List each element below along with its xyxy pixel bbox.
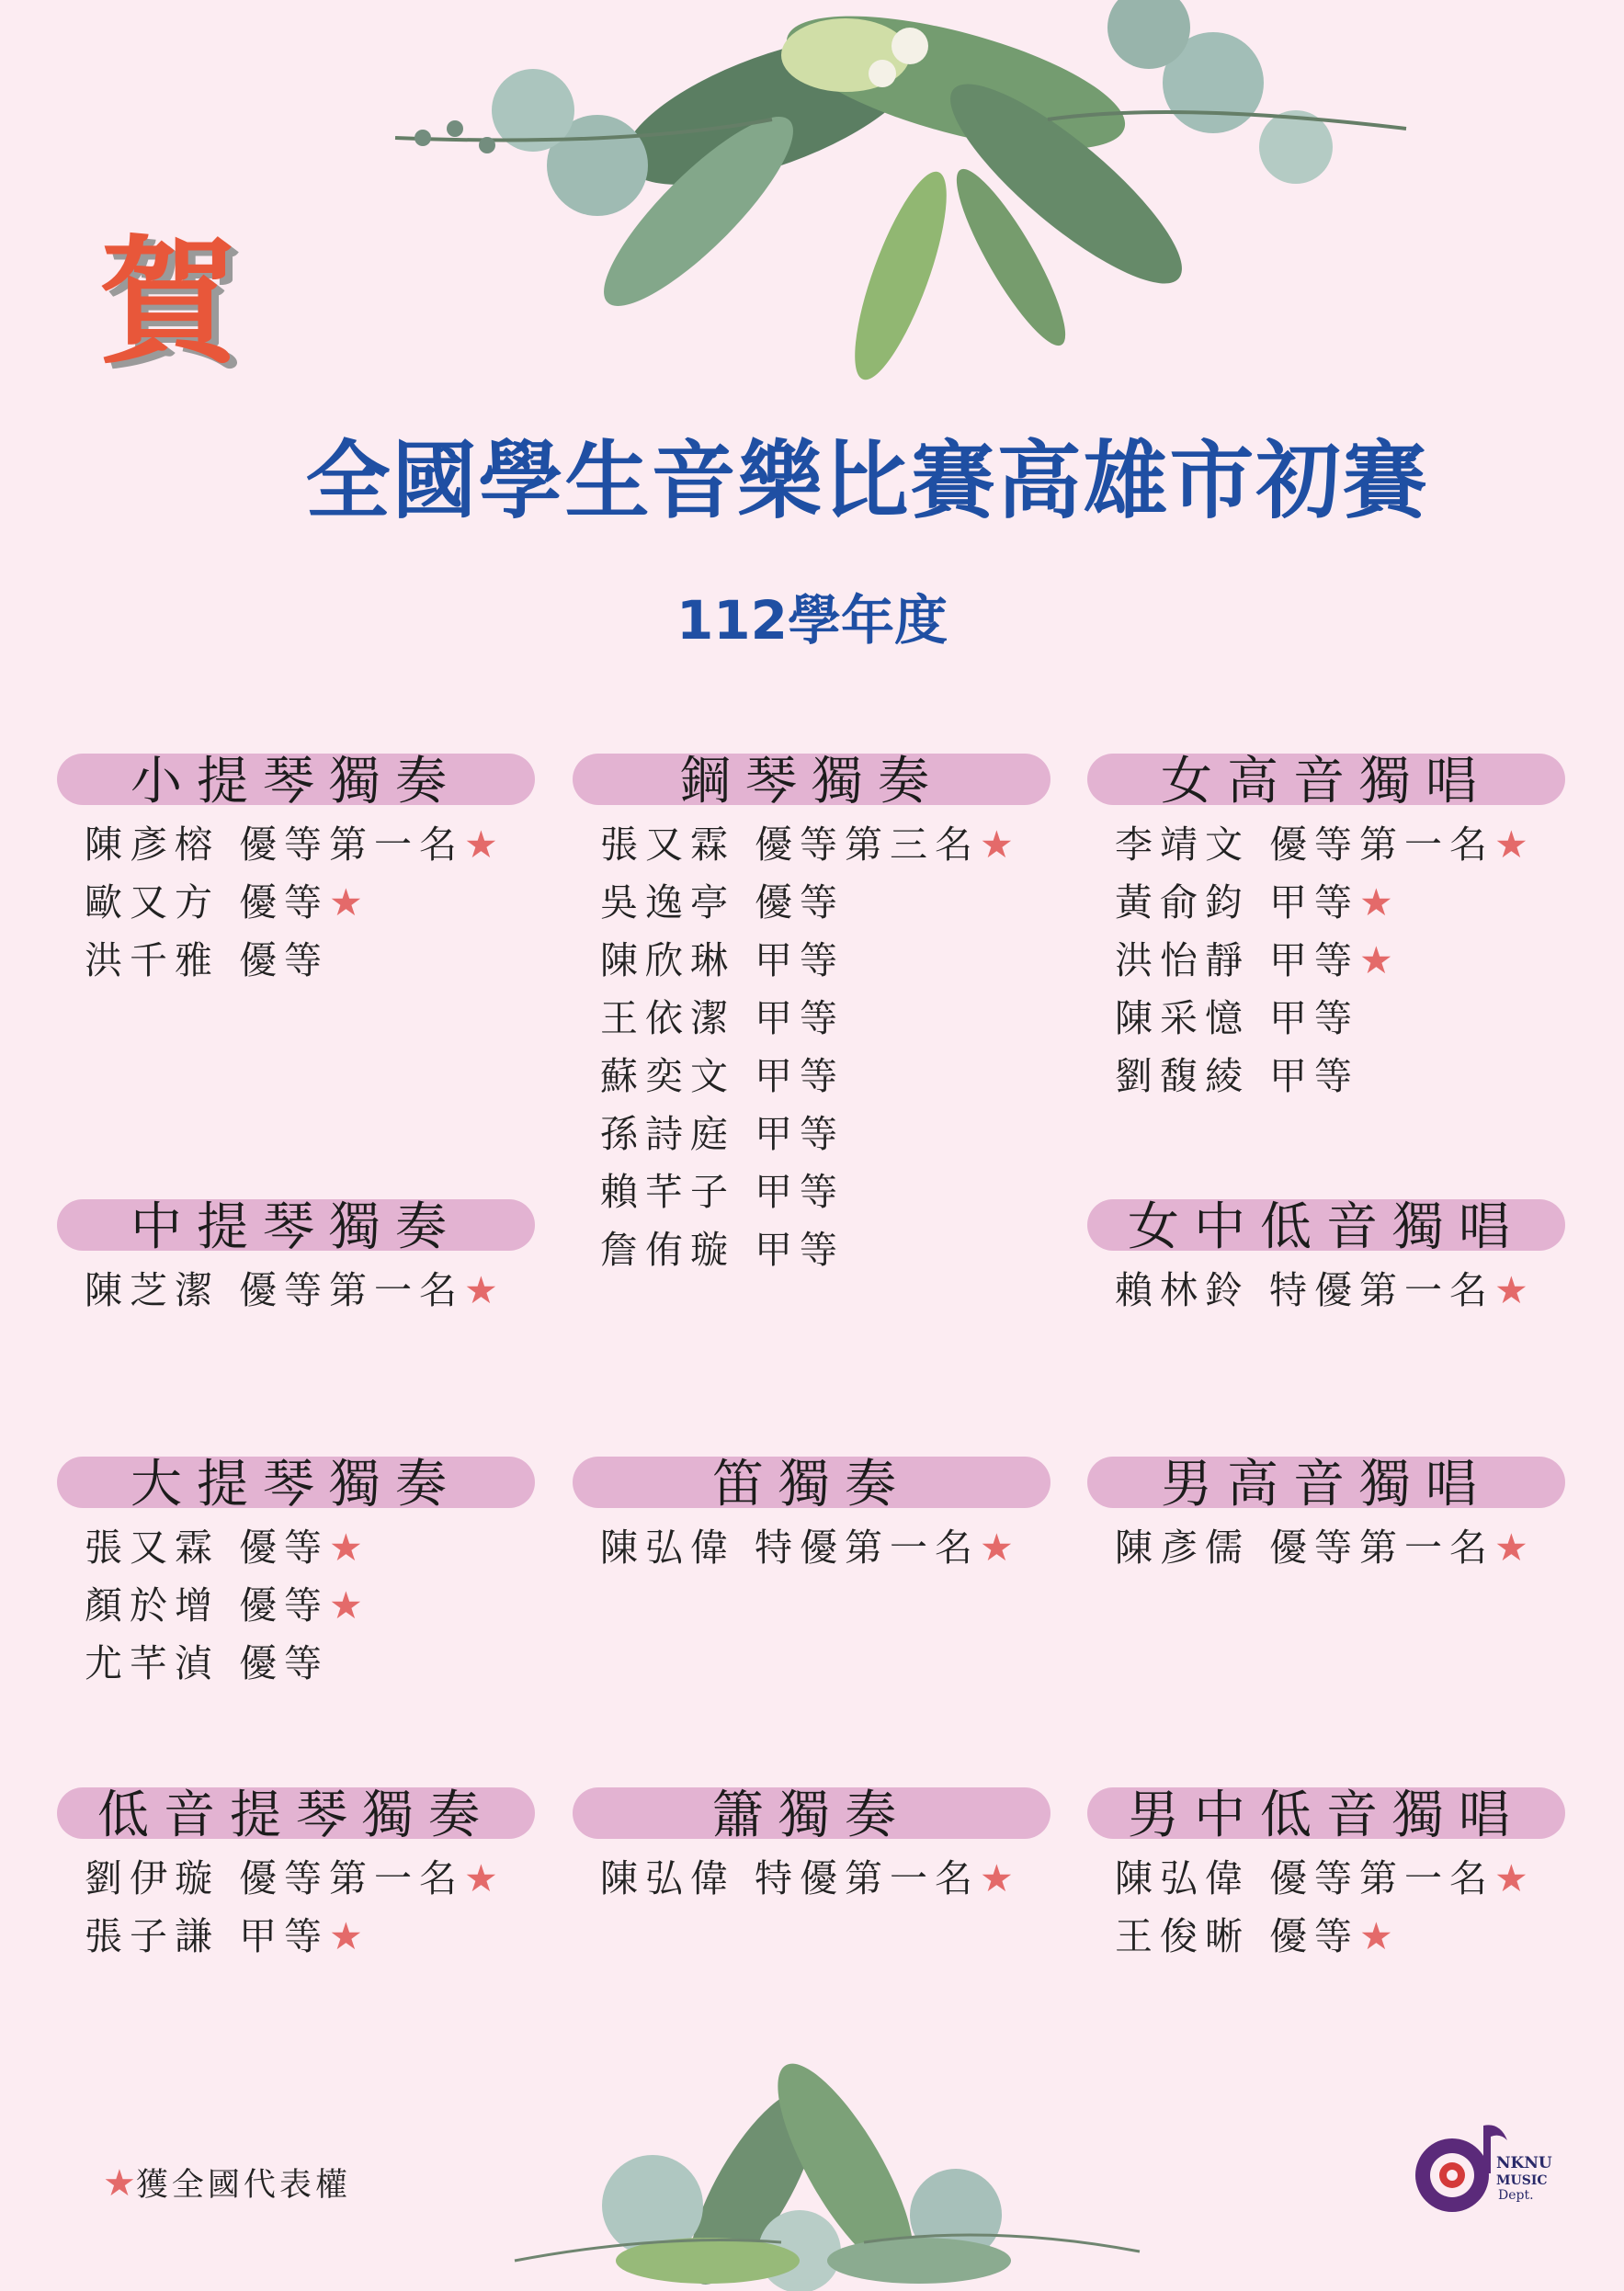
section-title: 笛獨奏 [712, 1455, 911, 1514]
star-icon: ★ [103, 2162, 136, 2205]
section-title: 低音提琴獨奏 [97, 1786, 494, 1845]
star-icon: ★ [980, 822, 1014, 867]
section-violin [57, 754, 535, 990]
section-header [57, 1455, 535, 1514]
list-item: 劉馥綾 甲等 [1115, 1054, 1360, 1098]
star-icon: ★ [329, 1583, 363, 1628]
section-flute [573, 1457, 1050, 1577]
section-cello [57, 1457, 535, 1693]
list-item: 王依潔 甲等 [600, 996, 846, 1040]
star-icon: ★ [464, 822, 498, 867]
leaf-decoration-top [257, 0, 1452, 414]
star-icon: ★ [980, 1856, 1014, 1900]
list-item: 張又霖 優等★ [85, 1525, 363, 1570]
list-item: 陳弘偉 特優第一名★ [600, 1525, 1014, 1570]
list-item: 陳欣琳 甲等 [600, 938, 846, 982]
footnote-text: 獲全國代表權 [135, 2167, 351, 2204]
section-xiao [573, 1787, 1050, 1908]
section-header [57, 1197, 535, 1257]
list-item: 賴林鈴 特優第一名★ [1115, 1268, 1528, 1312]
list-item: 賴芊子 甲等 [600, 1170, 846, 1214]
star-icon: ★ [329, 880, 363, 924]
list-item: 顏於增 優等★ [85, 1583, 363, 1628]
list-item: 陳彥榕 優等第一名★ [85, 822, 498, 867]
list-item: 洪千雅 優等 [85, 938, 330, 982]
section-header [57, 752, 535, 811]
section-title: 女高音獨唱 [1161, 752, 1492, 811]
list-item: 陳芝潔 優等第一名★ [85, 1268, 498, 1312]
list-item: 陳弘偉 優等第一名★ [1115, 1856, 1528, 1900]
page-title: 全國學生音樂比賽高雄市初賽 [305, 432, 1429, 530]
leaf-decoration-bottom [478, 2022, 1176, 2291]
section-title: 中提琴獨奏 [131, 1197, 461, 1257]
list-item: 張又霖 優等第三名★ [600, 822, 1014, 867]
list-item: 陳彥儒 優等第一名★ [1115, 1525, 1528, 1570]
section-soprano [1087, 754, 1565, 1106]
list-item: 黃俞鈞 甲等★ [1115, 880, 1393, 924]
list-item: 孫詩庭 甲等 [600, 1112, 846, 1156]
section-title: 大提琴獨奏 [131, 1455, 461, 1514]
section-piano [573, 754, 1050, 1279]
section-double-bass [57, 1787, 535, 1966]
page-subtitle: 112學年度 [676, 589, 948, 652]
list-item: 尤芊湞 優等 [85, 1641, 330, 1685]
list-item: 詹侑璇 甲等 [600, 1228, 846, 1272]
section-header [1087, 1786, 1565, 1845]
star-icon: ★ [1359, 1914, 1393, 1958]
section-title: 簫獨奏 [712, 1786, 911, 1845]
section-title: 女中低音獨唱 [1128, 1197, 1525, 1257]
logo-text-1: NKNU [1496, 2154, 1552, 2172]
congrats-character: 賀 [99, 223, 238, 383]
star-icon: ★ [464, 1268, 498, 1312]
section-header [573, 1455, 1050, 1514]
list-item: 陳采憶 甲等 [1115, 996, 1360, 1040]
section-title: 鋼琴獨奏 [679, 752, 944, 811]
list-item: 陳弘偉 特優第一名★ [600, 1856, 1014, 1900]
star-icon: ★ [1494, 1525, 1528, 1570]
nknu-music-logo [1408, 2109, 1552, 2219]
list-item: 歐又方 優等★ [85, 880, 363, 924]
section-header [57, 1786, 535, 1845]
list-item: 劉伊璇 優等第一名★ [85, 1856, 498, 1900]
logo-text-3: Dept. [1498, 2188, 1534, 2203]
section-tenor [1087, 1457, 1565, 1577]
list-item: 洪怡靜 甲等★ [1115, 938, 1393, 982]
section-title: 男中低音獨唱 [1128, 1786, 1525, 1845]
list-item: 張子謙 甲等★ [85, 1914, 363, 1958]
section-mezzo [1087, 1199, 1565, 1320]
list-item: 李靖文 優等第一名★ [1115, 822, 1528, 867]
star-icon: ★ [329, 1914, 363, 1958]
section-header [573, 1786, 1050, 1845]
section-header [1087, 1197, 1565, 1257]
footnote [103, 2160, 351, 2206]
section-viola [57, 1199, 535, 1320]
list-item: 蘇奕文 甲等 [600, 1054, 846, 1098]
star-icon: ★ [980, 1525, 1014, 1570]
section-title: 小提琴獨奏 [131, 752, 461, 811]
star-icon: ★ [329, 1525, 363, 1570]
star-icon: ★ [1494, 1856, 1528, 1900]
star-icon: ★ [1359, 938, 1393, 982]
star-icon: ★ [1494, 1268, 1528, 1312]
list-item: 吳逸亭 優等 [600, 880, 846, 924]
star-icon: ★ [1359, 880, 1393, 924]
star-icon: ★ [464, 1856, 498, 1900]
list-item: 王俊晰 優等★ [1115, 1914, 1393, 1958]
section-header [1087, 1455, 1565, 1514]
section-header [573, 752, 1050, 811]
section-header [1087, 752, 1565, 811]
star-icon: ★ [1494, 822, 1528, 867]
section-title: 男高音獨唱 [1161, 1455, 1492, 1514]
section-baritone [1087, 1787, 1565, 1966]
logo-text-2: MUSIC [1496, 2173, 1548, 2188]
